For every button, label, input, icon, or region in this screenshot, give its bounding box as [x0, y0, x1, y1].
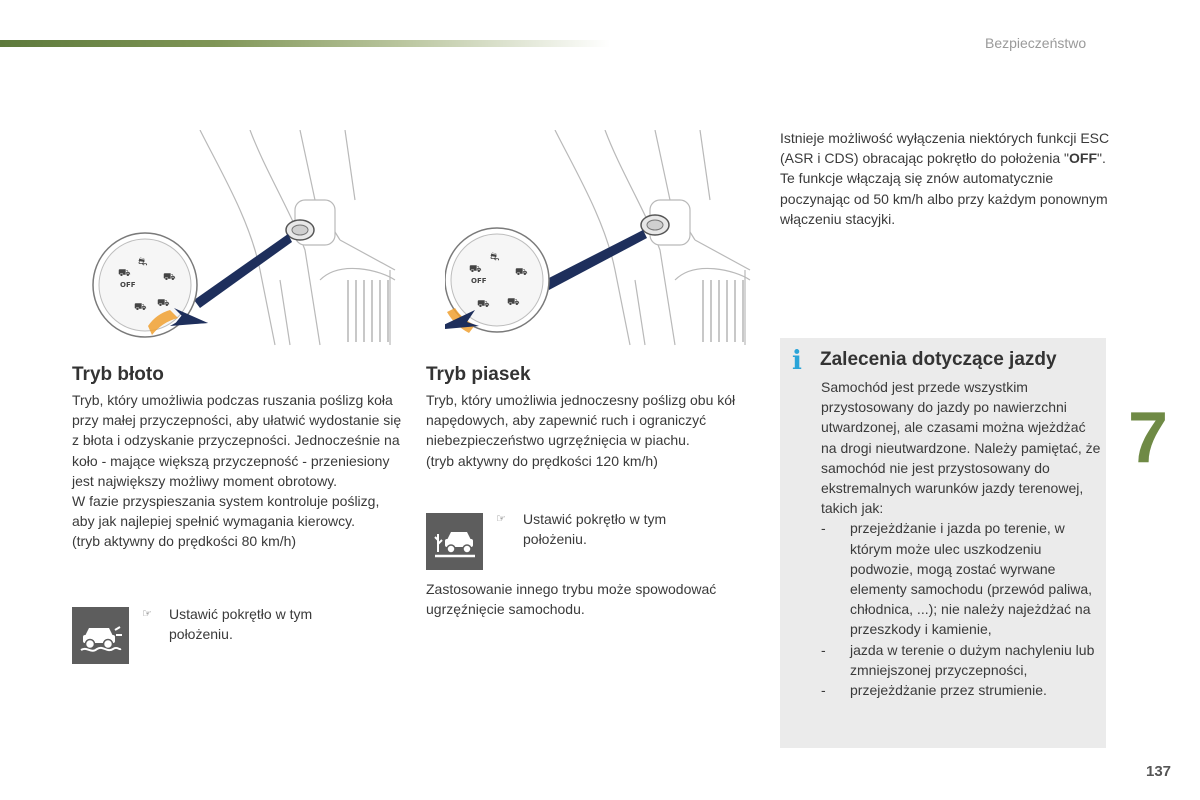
sand-note: Zastosowanie innego trybu może spowodować ugrzęźnięcie samochodu. — [426, 581, 717, 618]
console-drawing — [445, 130, 755, 350]
sand-instruction-text: Ustawić pokrętło w tym położeniu. — [523, 511, 667, 548]
sand-mode-illustration — [445, 130, 755, 350]
sand-instruction — [496, 509, 723, 549]
esc-paragraph: Istnieje możliwość wyłączenia niektórych funkcji ESC (ASR i CDS) obracając pokrętło do położenia "OFF". — [780, 130, 1110, 167]
sand-mode-title: Tryb piasek — [426, 364, 531, 385]
sand-mode-description — [426, 390, 746, 471]
svg-text:OFF: OFF — [471, 277, 487, 285]
mud-instruction-text: Ustawić pokrętło w tym położeniu. — [169, 606, 313, 643]
dial-traction-icon: ⛟ — [118, 268, 131, 279]
info-icon: i — [792, 346, 802, 376]
esc-paragraph: Te funkcje włączają się znów automatycznie poczynając od 50 km/h albo przy każdym ponownym włączeniu stacyjki. — [780, 170, 1108, 227]
driving-advice-title: Zalecenia dotyczące jazdy — [820, 349, 1057, 370]
pointing-hand-icon: ☞ — [496, 513, 506, 525]
list-item: - jazda w terenie o dużym nachyleniu lub zmniejszonej przyczepności, — [821, 640, 1101, 680]
mud-paragraph: W fazie przyspieszania system kontroluje poślizg, aby jak najlepiej spełnić wymagania kierowcy. — [72, 493, 380, 530]
console-drawing — [90, 130, 400, 350]
mud-instruction — [142, 604, 369, 644]
sand-paragraph: (tryb aktywny do prędkości 120 km/h) — [426, 452, 658, 469]
mud-paragraph: Tryb, który umożliwia podczas ruszania poślizg koła przy małej przyczepności, aby ułatwić wydostanie się z błota i odzyskanie przyczepności. Jednocześnie na koło - mające większą przyczepność - przeniesiony jest największy możliwy moment obrotowy. — [72, 392, 402, 489]
svg-text:⛐: ⛐ — [138, 255, 148, 268]
mud-mode-icon — [72, 607, 129, 664]
svg-text:⛟: ⛟ — [163, 272, 176, 283]
list-item: - przejeżdżanie i jazda po terenie, w którym może ulec uszkodzeniu podwozie, mogą zostać wyrwane elementy samochodu (przewód paliwa, chłodnica, ...); nie należy najeżdżać na przeszkody i kamienie, — [821, 518, 1101, 639]
svg-text:⛟: ⛟ — [477, 299, 490, 310]
page-number: 137 — [1146, 763, 1172, 780]
mud-mode-illustration — [90, 130, 400, 350]
sand-mode-icon — [426, 513, 483, 570]
driving-advice-list — [821, 518, 1101, 700]
mud-mode-description — [72, 390, 402, 552]
svg-text:OFF: OFF — [120, 281, 136, 289]
mud-mode-title: Tryb błoto — [72, 364, 164, 385]
svg-text:⛐: ⛐ — [490, 250, 500, 263]
section-name: Bezpieczeństwo — [985, 35, 1087, 51]
sand-paragraph: Tryb, który umożliwia jednoczesny poślizg obu kół napędowych, aby zapewnić ruch i ograniczyć niebezpieczeństwo ugrzęźnięcia w piachu. — [426, 392, 736, 449]
header-color-bar — [0, 40, 610, 47]
mud-paragraph: (tryb aktywny do prędkości 80 km/h) — [72, 533, 297, 550]
pointing-hand-icon: ☞ — [142, 608, 152, 620]
off-label: OFF — [1069, 150, 1097, 167]
svg-text:⛟: ⛟ — [134, 302, 147, 313]
svg-text:⛟: ⛟ — [507, 297, 520, 308]
list-item: - przejeżdżanie przez strumienie. — [821, 680, 1101, 700]
svg-text:⛟: ⛟ — [157, 298, 170, 309]
chapter-number: 7 — [1128, 398, 1169, 478]
svg-text:⛟: ⛟ — [469, 264, 482, 275]
driving-advice-body — [821, 377, 1101, 700]
esc-description — [780, 128, 1110, 229]
driving-advice-paragraph: Samochód jest przede wszystkim przystosowany do jazdy po nawierzchni utwardzonej, ale czasami można wjeżdżać na drogi nieutwardzone. Należy pamiętać, że samochód nie jest przystosowany do ekstremalnych warunków jazdy terenowej, takich jak: — [821, 379, 1101, 517]
svg-text:⛟: ⛟ — [515, 267, 528, 278]
